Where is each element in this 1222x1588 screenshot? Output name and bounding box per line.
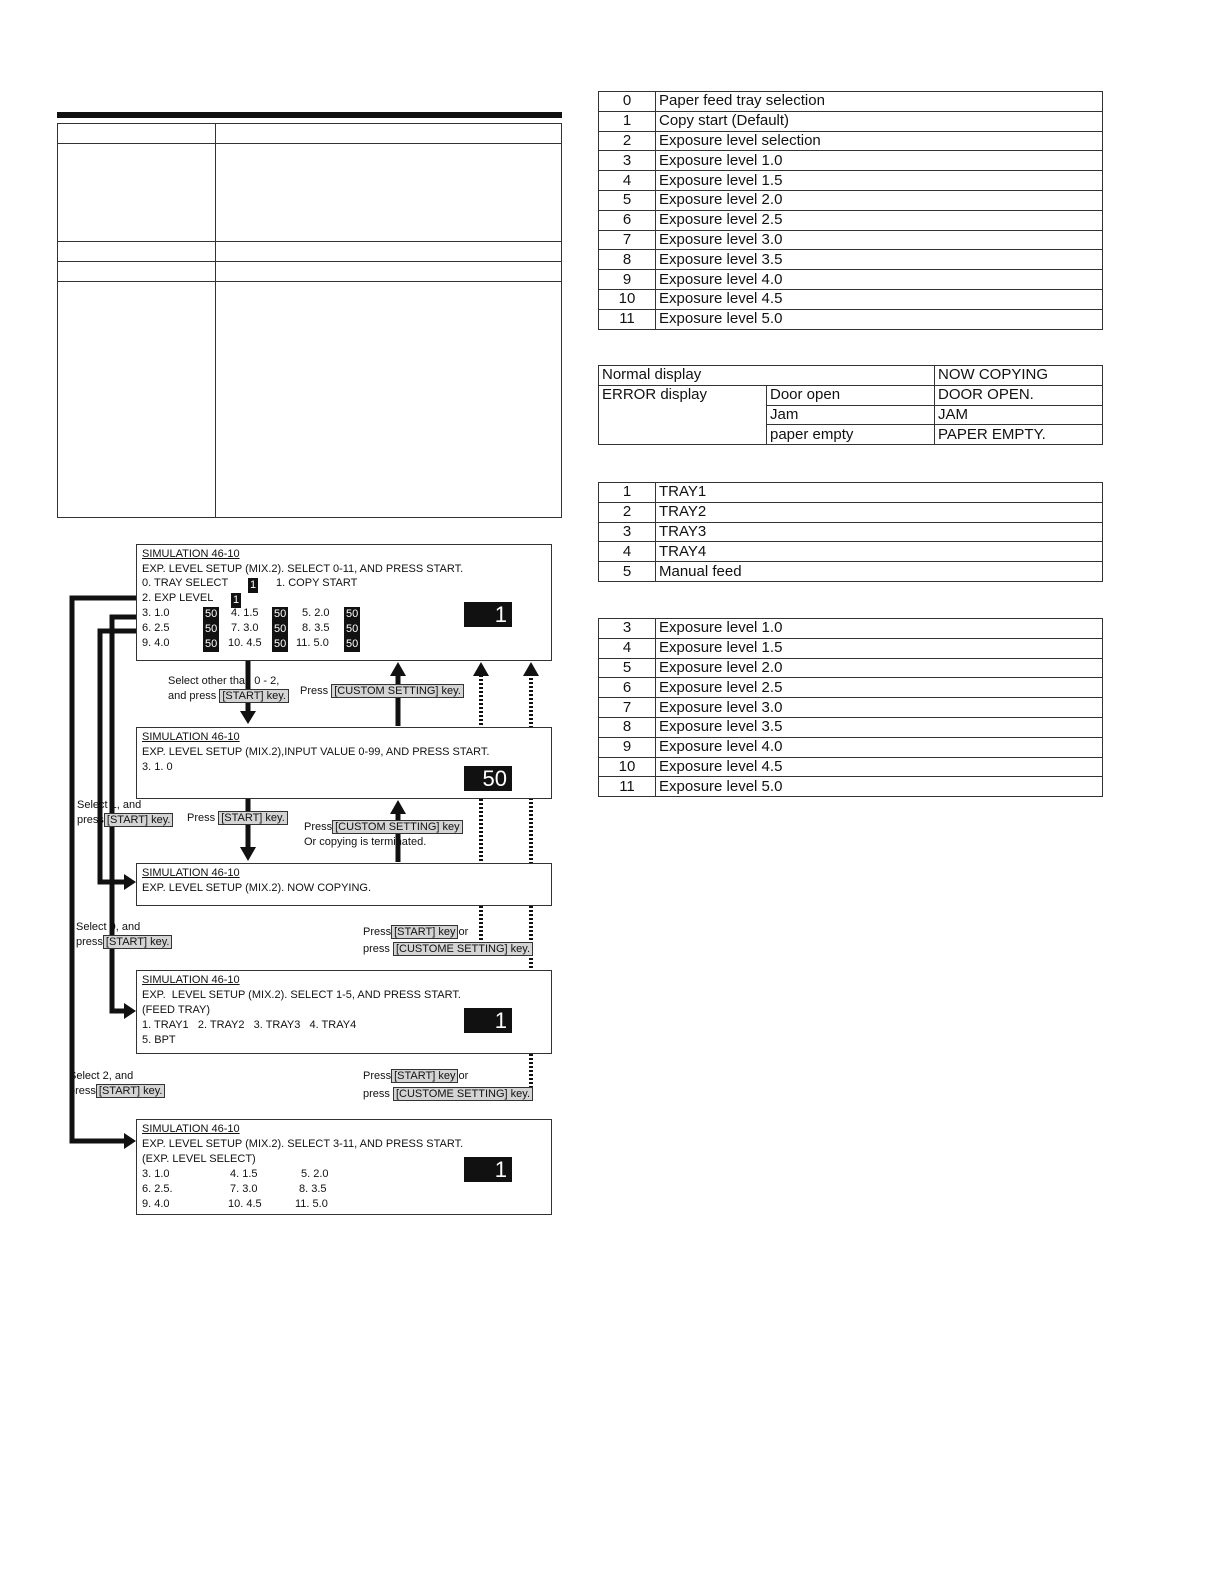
custom-setting-key-label: [CUSTOM SETTING] key. [331, 684, 464, 698]
exp-level-option: 3. 1.0 [142, 1168, 170, 1180]
note-text: Press [187, 812, 216, 824]
note-text: or [458, 926, 469, 938]
start-key-label: [START] key. [219, 689, 289, 703]
mode-label: Paper feed tray selection [656, 92, 1103, 112]
exp-level-item-value: 50 [346, 638, 359, 650]
normal-display-label: Normal display [599, 366, 935, 386]
tray-number: 2 [599, 502, 656, 522]
screen-instruction: EXP. LEVEL SETUP (MIX.2). SELECT 1-5, AND PRESS START. [142, 989, 461, 1001]
exposure-number: 5 [599, 658, 656, 678]
mode-number: 7 [599, 230, 656, 250]
exp-level-item-label: 9. 4.0 [142, 637, 170, 649]
exposure-label: Exposure level 5.0 [656, 777, 1103, 797]
mode-label: Exposure level 4.5 [656, 289, 1103, 309]
exp-level-label: 2. EXP LEVEL [142, 592, 214, 604]
exp-level-option: 4. 1.5 [230, 1168, 258, 1180]
input-value-box: 1 [464, 1157, 512, 1182]
mode-number: 10 [599, 289, 656, 309]
note-text: Press [300, 685, 329, 697]
exposure-number: 11 [599, 777, 656, 797]
error-condition: paper empty [767, 425, 935, 445]
screen-instruction: EXP. LEVEL SETUP (MIX.2). SELECT 3-11, AND PRESS START. [142, 1138, 464, 1150]
custome-setting-key-label: [CUSTOME SETTING] key. [393, 942, 533, 956]
tray-label: TRAY4 [656, 542, 1103, 562]
mode-number: 9 [599, 270, 656, 290]
exposure-label: Exposure level 3.0 [656, 698, 1103, 718]
exp-level-item-label: 7. 3.0 [231, 622, 259, 634]
error-message: DOOR OPEN. [935, 385, 1103, 405]
exposure-number: 10 [599, 757, 656, 777]
exp-level-item-value: 50 [274, 608, 287, 620]
screen-instruction: EXP. LEVEL SETUP (MIX.2),INPUT VALUE 0-99, AND PRESS START. [142, 746, 490, 758]
note-text: press [77, 814, 104, 826]
tray-number: 3 [599, 522, 656, 542]
error-condition: Door open [767, 385, 935, 405]
exposure-label: Exposure level 1.0 [656, 619, 1103, 639]
note-press-custom [300, 684, 464, 699]
screen-subtitle: (FEED TRAY) [142, 1004, 211, 1016]
mode-number: 8 [599, 250, 656, 270]
note-text: press [69, 1085, 96, 1097]
sim-screen-copying [136, 863, 552, 906]
tray-label: TRAY1 [656, 483, 1103, 503]
note-select-0: Select 0, and [76, 921, 141, 933]
tray-number: 1 [599, 483, 656, 503]
tray-label: TRAY3 [656, 522, 1103, 542]
exp-level-item-label: 11. 5.0 [296, 637, 329, 649]
exp-level-item-label: 8. 3.5 [302, 622, 330, 634]
start-key-label: [START] key [391, 1069, 458, 1083]
mode-label: Exposure level selection [656, 131, 1103, 151]
tray-number: 5 [599, 562, 656, 582]
start-key-label: [START] key. [104, 813, 174, 827]
note-text: press [363, 943, 390, 955]
error-condition: Jam [767, 405, 935, 425]
exp-level-item-value: 50 [205, 638, 218, 650]
exp-level-option: 7. 3.0 [230, 1183, 258, 1195]
note-press-start-3 [76, 935, 172, 950]
exp-level-option: 10. 4.5 [228, 1198, 262, 1210]
tray-label: Manual feed [656, 562, 1103, 582]
mode-number: 6 [599, 210, 656, 230]
screen-title: SIMULATION 46-10 [142, 548, 240, 560]
exp-level-item-value: 50 [205, 608, 218, 620]
screen-title: SIMULATION 46-10 [142, 974, 240, 986]
exposure-label: Exposure level 3.5 [656, 717, 1103, 737]
input-value-box: 1 [464, 602, 512, 627]
exposure-label: Exposure level 4.0 [656, 737, 1103, 757]
exp-level-item-label: 4. 1.5 [231, 607, 259, 619]
exp-level-value: 1 [233, 594, 240, 606]
screen-instruction: EXP. LEVEL SETUP (MIX.2). NOW COPYING. [142, 882, 372, 894]
exp-level-item-label: 10. 4.5 [228, 637, 262, 649]
note-press-start-2 [187, 811, 288, 826]
note-press-start-or [363, 925, 468, 940]
exp-level-item-value: 50 [346, 608, 359, 620]
tray-number: 4 [599, 542, 656, 562]
screen-item: 1. TRAY1 2. TRAY2 3. TRAY3 4. TRAY4 [142, 1019, 357, 1031]
note-press-start-or-2 [363, 1069, 468, 1084]
screen-title: SIMULATION 46-10 [142, 1123, 240, 1135]
copy-start-label: 1. COPY START [276, 577, 358, 589]
screen-instruction: EXP. LEVEL SETUP (MIX.2). SELECT 0-11, AND PRESS START. [142, 563, 464, 575]
mode-number: 5 [599, 190, 656, 210]
exp-level-item-value: 50 [274, 623, 287, 635]
exp-level-item-label: 6. 2.5 [142, 622, 170, 634]
screen-subtitle: (EXP. LEVEL SELECT) [142, 1153, 256, 1165]
exposure-number: 4 [599, 638, 656, 658]
exp-level-item-label: 3. 1.0 [142, 607, 170, 619]
error-display-label: ERROR display [599, 385, 767, 444]
start-key-label: [START] key. [103, 935, 173, 949]
custome-setting-key-label: [CUSTOME SETTING] key. [393, 1087, 533, 1101]
screen-title: SIMULATION 46-10 [142, 867, 240, 879]
input-value-box: 1 [464, 1008, 512, 1033]
tray-select-value: 1 [250, 579, 257, 591]
exposure-label: Exposure level 1.5 [656, 638, 1103, 658]
note-text: and press [168, 690, 217, 702]
mode-number: 3 [599, 151, 656, 171]
exp-level-item-label: 5. 2.0 [302, 607, 330, 619]
note-text: press [76, 936, 103, 948]
mode-number: 11 [599, 309, 656, 329]
exposure-label: Exposure level 2.5 [656, 678, 1103, 698]
exp-level-item-value: 50 [274, 638, 287, 650]
screen-item: 5. BPT [142, 1034, 176, 1046]
note-select-1: Select 1, and [77, 799, 142, 811]
mode-label: Exposure level 1.5 [656, 171, 1103, 191]
error-message: JAM [935, 405, 1103, 425]
exp-level-option: 6. 2.5. [142, 1183, 173, 1195]
exposure-number: 9 [599, 737, 656, 757]
exposure-number: 6 [599, 678, 656, 698]
mode-label: Exposure level 2.0 [656, 190, 1103, 210]
start-key-label: [START] key. [96, 1084, 166, 1098]
note-press-custome-2 [363, 1087, 533, 1102]
exposure-label: Exposure level 4.5 [656, 757, 1103, 777]
mode-number: 2 [599, 131, 656, 151]
note-copy-terminated: Or copying is terminated. [304, 836, 427, 848]
mode-number: 4 [599, 171, 656, 191]
note-text: Press [363, 1070, 392, 1082]
error-message: PAPER EMPTY. [935, 425, 1103, 445]
note-press-start-4 [69, 1084, 165, 1099]
note-press-start [77, 813, 173, 828]
note-press-custome [363, 942, 533, 957]
tray-select-label: 0. TRAY SELECT [142, 577, 229, 589]
screen-item: 3. 1. 0 [142, 761, 173, 773]
tray-label: TRAY2 [656, 502, 1103, 522]
mode-label: Exposure level 3.5 [656, 250, 1103, 270]
start-key-label: [START] key. [218, 811, 288, 825]
custom-setting-key-label: [CUSTOM SETTING] key [332, 820, 462, 834]
note-select-2: Select 2, and [69, 1070, 134, 1082]
note-text: press [363, 1088, 390, 1100]
mode-number: 1 [599, 111, 656, 131]
note-text: Press [363, 926, 392, 938]
exp-level-item-value: 50 [346, 623, 359, 635]
note-text: Press [304, 821, 333, 833]
exposure-number: 7 [599, 698, 656, 718]
exp-level-option: 9. 4.0 [142, 1198, 170, 1210]
mode-label: Copy start (Default) [656, 111, 1103, 131]
note-and-press [168, 689, 289, 704]
exposure-number: 8 [599, 717, 656, 737]
mode-label: Exposure level 3.0 [656, 230, 1103, 250]
screen-title: SIMULATION 46-10 [142, 731, 240, 743]
note-select-other: Select other than 0 - 2, [168, 675, 280, 687]
exp-level-item-value: 50 [205, 623, 218, 635]
exposure-number: 3 [599, 619, 656, 639]
exp-level-option: 11. 5.0 [295, 1198, 328, 1210]
exp-level-option: 5. 2.0 [301, 1168, 329, 1180]
exposure-label: Exposure level 2.0 [656, 658, 1103, 678]
mode-number: 0 [599, 92, 656, 112]
start-key-label: [START] key [391, 925, 458, 939]
mode-label: Exposure level 4.0 [656, 270, 1103, 290]
mode-label: Exposure level 1.0 [656, 151, 1103, 171]
input-value-box: 50 [464, 766, 512, 791]
note-press-custom-2 [304, 820, 463, 835]
mode-label: Exposure level 5.0 [656, 309, 1103, 329]
exp-level-option: 8. 3.5 [299, 1183, 327, 1195]
normal-display-value: NOW COPYING [935, 366, 1103, 386]
mode-label: Exposure level 2.5 [656, 210, 1103, 230]
note-text: or [458, 1070, 469, 1082]
